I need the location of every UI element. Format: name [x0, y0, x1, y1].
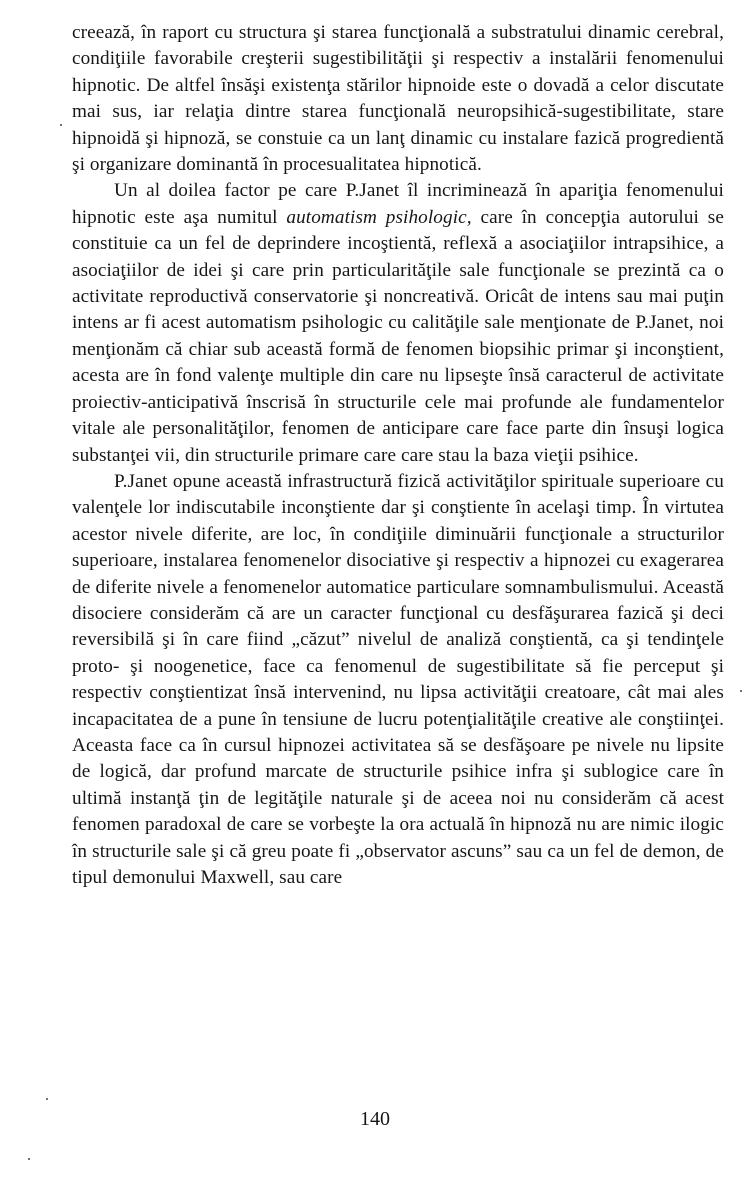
paragraph-janet-automatism	[72, 178, 724, 468]
paragraph-janet-infrastructure: P.Janet opune această infrastructură fizică activităţilor spirituale superioare cu valenţele lor indiscutabile inconştiente dar şi conştiente în acelaşi timp. În virtutea acestor nivele diferite, are loc, în condiţiile diminuării funcţionale a structurilor superioare, instalarea fenomenelor disociative şi respectiv a hipnozei cu exagerarea de diferite nivele a fenomenelor automatice particulare somnambulismului. Această disociere considerăm că are un caracter funcţional cu desfăşurarea fazică şi deci reversibilă şi în care fiind „căzut” nivelul de analiză conştientă, ca şi tendinţele proto- şi noogenetice, face ca fenomenul de sugestibilitate să fie perceput şi respectiv conştientizat însă intervenind, nu lipsa activităţii creatoare, cât mai ales incapacitatea de a pune în tensiune de lucru potenţialităţile creative ale conştiinţei. Aceasta face ca în cursul hipnozei activitatea să se desfăşoare pe nivele nu lipsite de logică, dar profund marcate de structurile psihice infra şi sublogice care în ultimă instanţă ţin de legităţile naturale şi de aceea noi nu considerăm că acest fenomen paradoxal de care se vorbeşte la ora actuală în hipnoză nu are nimic ilogic în structurile sale şi că greu poate fi „observator ascuns” sau ca un fel de demon, de tipul demonului Maxwell, sau care	[72, 470, 724, 888]
scan-speck	[46, 1098, 48, 1100]
page-number: 140	[360, 1108, 390, 1130]
emphasized-term: automatism psihologic,	[286, 206, 472, 228]
scan-speck	[740, 690, 742, 692]
scan-speck	[60, 124, 62, 126]
paragraph-text: care în concepţia autorului se constituie ca un fel de deprindere incoştientă, reflexă a asociaţiilor intrapsihice, a asociaţiilor de idei şi care prin particularităţile sale funcţionale se prezintă ca o activitate reproductivă conservatorie şi noncreativă. Oricât de intens sau mai puţin intens ar fi acest automatism psihologic cu calităţile sale menţionate de P.Janet, noi menţionăm că chiar sub această formă de fenomen biopsihic primar şi inconştient, acesta are în fond valenţe multiple din care nu lipseşte însă caracterul de activitate proiectiv-anticipativă înscrisă în structurile cele mai profunde ale fundamentelor vitale ale personalităţilor, fenomen de anticipare care face parte din însuşi logica substanţei vii, din structurile primare care care stau la baza vieţii psihice.	[72, 206, 724, 466]
book-page	[72, 20, 724, 891]
paragraph-text: Un al doilea factor pe care P.Janet îl incriminează în apariţia fenomenului hipnotic este aşa numitul	[72, 180, 724, 228]
scan-speck	[28, 1158, 30, 1160]
paragraph-continuation: creează, în raport cu structura şi starea funcţională a substratului dinamic cerebral, condiţiile favorabile creşterii sugestibilităţii şi respectiv a instalării fenomenului hipnotic. De altfel însăşi existenţa stărilor hipnoide este o dovadă a celor discutate mai sus, iar relaţia dintre starea funcţională neuropsihică-sugestibilitate, stare hipnoidă şi hipnoză, se constuie ca un lanţ dinamic cu instalare fazică progredientă şi organizare dominantă în procesualitatea hipnotică.	[72, 22, 724, 176]
